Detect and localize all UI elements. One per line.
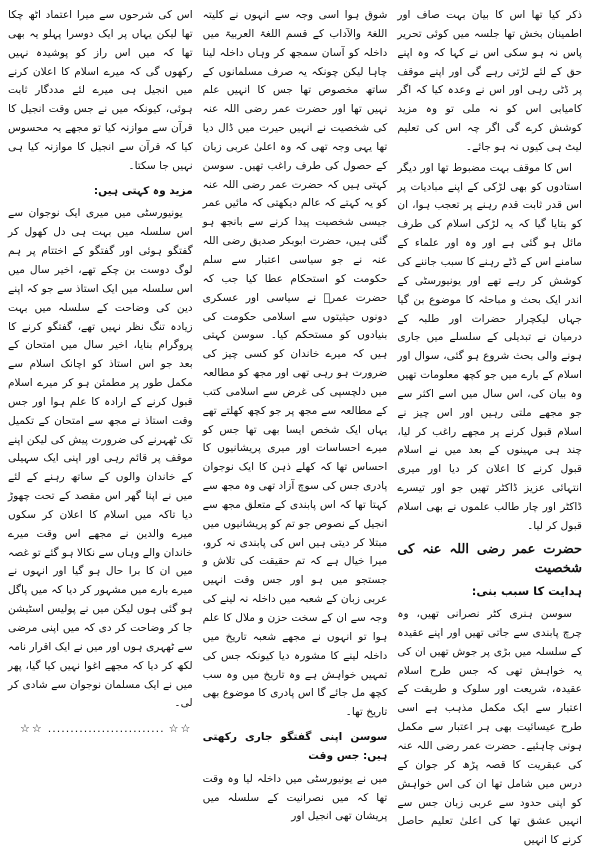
quote-intro: سوسن اپنی گفتگو جاری رکھتی ہیں: جس وقت xyxy=(202,731,388,762)
paragraph: اس کی شرحوں سے میرا اعتماد اٹھ چکا تھا لیکن یہاں پر ایک دوسرا پہلو یہ بھی تھا کہ میں اس راز کو پوشیدہ نہیں رکھوں گی کہ میرے اسلام کا اعلان کرنے میں انجیل ہی میرے لئے مددگار ثابت ہوئی، کیونکہ میں نے جس وقت انجیل کا قرآن سے موازنہ کیا تو مجھے یہ محسوس کیا کہ قرآن سے انجیل کا موازنہ کیا ہی نہیں جا سکتا۔ xyxy=(7,9,193,172)
paragraph: شوق ہوا اسی وجہ سے انہوں نے کلیتہ اللغۃ والآداب کے قسم اللغۃ العربیۃ میں داخلہ کو آسان سمجھ کر وہاں داخلہ لینا چاہا لیکن چونکہ یہ صرف مسلمانوں کے ساتھ مخصوص تھا جس کا انہیں علم نہیں تھا اور حضرت عمر رضی اللہ عنہ کی شخصیت نے انہیں حیرت میں ڈال دیا تھا یہی وجہ تھی کہ وہ اعلیٰ عربی زبان کے حصول کی طرف راغب تھیں۔ سوسن کہتی ہیں کہ حضرت عمر رضی اللہ عنہ کو یہ کہتے کہ عالم دیکھتی کہ مائیں عمر جیسی شخصیت پیدا کرنے سے بانجھ ہو گئی ہیں، حضرت ابوبکر صدیق رضی اللہ عنہ نے جو سیاسی اعتبار سے سلم حکومت کو استحکام عطا کیا جب کہ حضرت عمرؓ نے سیاسی اور عسکری دونوں حیثیتوں سے اسلامی حکومت کی بنیادوں کو مستحکم کیا۔ سوسن کہتی ہیں کہ میرے خاندان کو کسی چیز کی ضرورت ہو رہی تھی اور مجھ کو مطالعہ میں دلچسپی کی غرض سے اسلامی کتب کے مطالعہ سے مجھ پر جو کچھ کھلتے تھے یہاں ایک شخص ایسا بھی تھا جس کو میرے احساسات اور میری پریشانیوں کا احساس تھا کہ کھلے ذہن کا ایک نوجوان پادری جس کی سوچ آزاد تھی وہ مجھ سے کہتا تھا کہ اس پابندی کے متعلق مجھ سے انجیل کے نصوص جو تم کو پریشانیوں میں مبتلا کر دیتی ہیں اس کی پابندی نہ کرو، میرا خیال ہے کہ تم حقیقت کی تلاش و جستجو میں ہو اور جس وقت انہیں عربی زبان کے شعبہ میں داخلہ نہ لینے کی وجہ سے ان کے سخت حزن و ملال کا علم ہوا تو انہوں نے مجھے شعبہ تاریخ میں داخلہ لینے کا مشورہ دیا کیونکہ جس کی تمہیں خواہش ہے وہ تاریخ میں وہ سب کچھ مل جائے گا اس پادری کا موضوع بھی تاریخ تھا۔ xyxy=(202,9,388,719)
paragraph: میں نے یونیورسٹی میں داخلہ لیا وہ وقت تھا کہ میں نصرانیت کے سلسلہ میں پریشان تھی انجیل اور xyxy=(202,772,388,823)
paragraph: سوسن ہنری کٹر نصرانی تھیں، وہ چرچ پابندی سے جاتی تھیں اور اپنے عقیدہ کے سلسلہ میں بڑی پر جوش تھیں ان کی یہ خواہش تھی کہ جس طرح اسلام عقیدہ، شریعت اور سلوک و طریقت کے اعتبار سے ایک مکمل مذہب ہے اسی طرح عیسائیت بھی ہر اعتبار سے مکمل ہونی چاہئیے۔ حضرت عمر رضی اللہ عنہ کی عبقریت کا قصہ پڑھ کر جوان کے درس میں شامل تھا ان کی اس خواہش کو اپنی حدود سے عربی زبان جس سے انہیں عشق تھا کی اعلیٰ تعلیم حاصل کرنے کا انہیں xyxy=(397,608,582,847)
section-heading: حضرت عمر رضی اللہ عنہ کی شخصیت xyxy=(397,541,582,577)
column-middle xyxy=(202,6,388,823)
star-icon: ☆☆ xyxy=(168,722,193,736)
text-columns xyxy=(7,6,582,847)
column-left xyxy=(8,6,193,745)
paragraph: اس کا موقف بہت مضبوط تھا اور دیگر استادوں کو بھی لڑکی کے اپنے مبادیات پر اس قدر ثابت قدم رہنے پر تعجب ہوا، ان کو بتایا گیا کہ یہ لڑکی اسلام کی طرف مائل ہو گئی ہے اور وہ اور علماء کے سامنے اس کے ڈٹے رہنے کا سبب جاننے کی کوشش کر رہے تھے اور یونیورسٹی کے اندر ایک بحث و مباحثہ کا موضوع بن گیا جہاں لیکچرار حضرات اور طلبہ کے درمیان نے تبدیلی کے سلسلے میں جاری ہونے والی بحث شروع ہو گئی، سوال اور اسلام کے بارے میں جو کچھ معلومات تھیں وہ بیان کی، اس سال میں اسے اکثر سے جو مجھے ملتی رہیں اور اس چیز نے اسلام قبول کرنے پر مجھے راغب کر لیا، چند ہی مہینوں کے بعد میں نے اسلام قبول کرنے کا اعلان کر دیا اور میری انتہائی عزیز ڈاکٹر تھیں جو اور تیسرے ڈاکٹر اور چار طالب علموں نے بھی اسلام قبول کر لیا۔ xyxy=(397,161,582,532)
paragraph: ذکر کیا تھا اس کا بیان بہت صاف اور اطمینان بخش تھا جلسہ میں کوئی تحریر پاس نہ ہو سکی اس نے کہا کہ وہ اپنے حق کے لئے لڑتی رہے گی اور اپنے موقف پر ڈٹی رہی اور اس نے وعدہ کیا کہ اگر کامیابی اس کو نہ ملی تو وہ مزید کوشش کرے گی اگر چہ اس کی تعلیم لیٹ ہی کیوں نہ ہو جائے۔ xyxy=(397,9,582,153)
section-subheading: ہدایت کا سبب بنی: xyxy=(471,583,582,598)
star-icon: ☆☆ xyxy=(19,722,44,736)
column-right xyxy=(397,6,582,847)
paragraph: یونیورسٹی میں میری ایک نوجوان سے اس سلسلہ میں بہت ہی دل کھول کر گفتگو ہوئی اور گفتگو کے اختتام پر ہم لوگ دوست بن چکے تھے، اخیر سال میں اس سلسلہ میں ایک استاذ سے جو کہ اپنے دین کی وضاحت کے سلسلہ میں بہت زیادہ تنگ نظر نہیں تھے، گفتگو کرنے کا پروگرام بنایا، اخیر سال میں امتحان کے بعد جو اس استاذ کو اچانک اسلام سے مکمل طور پر مطمئن ہو کر میرے اسلام قبول کرنے کے ارادہ کا علم ہوا اور جس وقت استاذ نے مجھ سے امتحان کے تکمیل تک ٹھہرنے کی ضرورت پیش کی لیکن اپنے موقف پر قائم رہی اور اپنی ایک سہیلی کے خاندان والوں کے ساتھ رہنے کے لئے میں نے اپنا گھر اس مقصد کے تحت چھوڑ دیا تاکہ میں اسلام کا اعلان کر سکوں میرے والدین نے مجھے اس وقت میرے خاندان والے وہاں سے نکالا ہو گئے تو غصہ میں ان کا برا حال ہو گیا اور انہوں نے میرے بارے میں مشہور کر دیا کہ میں پاگل ہو گئی ہوں لیکن میں نے پولیس اسٹیشن جا کر وضاحت کر دی کہ میں اپنی مرضی سے ٹھہری ہوں اور میں نے ایک اقرار نامہ لکھ کر دیا کہ مجھے اغوا نہیں کیا گیا، پھر میں نے ایک مسلمان نوجوان سے شادی کر لی۔ xyxy=(7,207,193,710)
end-ornament xyxy=(20,719,192,739)
dotted-rule: .......................... xyxy=(47,722,165,736)
quote-intro: مزید وہ کہتی ہیں: xyxy=(93,184,193,197)
